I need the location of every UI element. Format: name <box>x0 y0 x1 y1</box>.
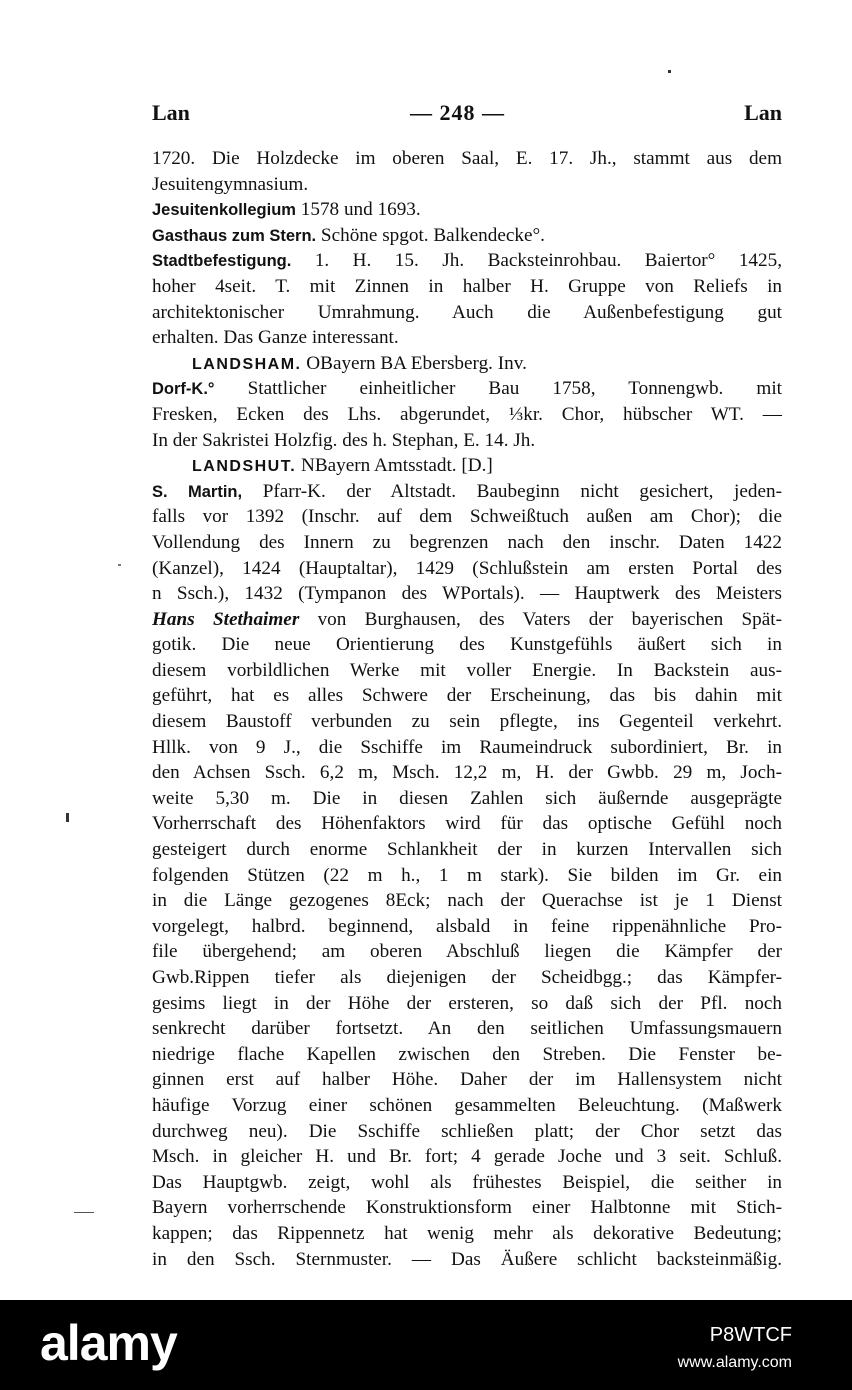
text-line: weite 5,30 m. Die in diesen Zahlen sich äußernde ausgeprägte <box>152 787 782 809</box>
text-line: senkrecht darüber fortsetzt. An den seitlichen Umfassungsmauern <box>152 1018 782 1040</box>
watermark-banner <box>0 1300 852 1390</box>
text-line: geführt, hat es alles Schwere der Erscheinung, das bis dahin mit <box>152 685 782 707</box>
architect-name: Hans Stethaimer <box>152 608 300 630</box>
text-line: in den Ssch. Sternmuster. — Das Äußere schlicht backsteinmäßig. <box>152 1248 782 1270</box>
text-line: Gwb.Rippen tiefer als diejenigen der Scheidbgg.; das Kämpfer- <box>152 967 782 988</box>
text-line: Hllk. von 9 J., die Sschiffe im Raumeindruck subordiniert, Br. in <box>152 736 782 758</box>
text-line: den Achsen Ssch. 6,2 m, Msch. 12,2 m, H. der Gwbb. 29 m, Joch- <box>152 762 782 784</box>
text-line: erhalten. Das Ganze interessant. <box>152 327 399 349</box>
text-line: hoher 4seit. T. mit Zinnen in halber H. Gruppe von Reliefs in <box>152 275 782 297</box>
page-number: — 248 — <box>410 100 505 125</box>
text-line-architect: Hans Stethaimer von Burghausen, des Vaters der bayerischen Spät- <box>152 608 782 630</box>
text-line: Fresken, Ecken des Lhs. abgerundet, ⅓kr. Chor, hübscher WT. — <box>152 403 782 425</box>
entry-heading: Gasthaus zum Stern. <box>152 226 317 245</box>
text-line: n Ssch.), 1432 (Tympanon des WPortals). — Hauptwerk des Meisters <box>152 583 782 605</box>
text-line: in die Länge gezogenes 8Eck; nach der Querachse ist je 1 Dienst <box>152 890 782 912</box>
text-line: Bayern vorherrschende Konstruktionsform einer Halbtonne mit Stich- <box>152 1197 782 1219</box>
text-line: diesem vorbildlichen Werke mit voller Energie. In Backstein aus- <box>152 659 782 681</box>
scan-speck <box>74 1212 94 1213</box>
text-line: folgenden Stützen (22 m h., 1 m stark). Sie bilden im Gr. ein <box>152 864 782 886</box>
entry-jesuitenkollegium: Jesuitenkollegium 1578 und 1693. <box>152 199 421 221</box>
text-line: diesem Baustoff verbunden zu sein pflegte, ins Gegenteil verkehrt. <box>152 711 782 733</box>
entry-dorf-k: Dorf-K.° Stattlicher einheitlicher Bau 1758, Tonnengwb. mit <box>152 378 782 400</box>
entry-stadtbefestigung: Stadtbefestigung. 1. H. 15. Jh. Backsteinrohbau. Baiertor° 1425, <box>152 250 782 272</box>
text-line: Das Hauptgwb. zeigt, wohl als frühestes Beispiel, die seither in <box>152 1171 782 1193</box>
text-line: Jesuitengymnasium. <box>152 173 309 195</box>
entry-heading: S. Martin, <box>152 482 243 501</box>
text-line: häufige Vorzug einer schönen gesammelten Beleuchtung. (Maßwerk <box>152 1094 782 1116</box>
text-line: gotik. Die neue Orientierung des Kunstgefühls äußert sich in <box>152 634 782 656</box>
text-line: ginnen erst auf halber Höhe. Daher der im Hallensystem nicht <box>152 1069 782 1091</box>
text-line: Vollendung des Innern zu begrenzen nach den inschr. Daten 1422 <box>152 531 782 553</box>
text-line: In der Sakristei Holzfig. des h. Stephan, E. 14. Jh. <box>152 429 536 451</box>
text-line: Vorherrschaft des Höhenfaktors wird für das optische Gefühl noch <box>152 813 782 835</box>
watermark-logo: alamy <box>40 1315 177 1371</box>
text-line: architektonischer Umrahmung. Auch die Außenbefestigung gut <box>152 301 782 323</box>
watermark-url: www.alamy.com <box>677 1354 792 1371</box>
text-line: gesteigert durch enorme Schlankheit der in kurzen Intervallen sich <box>152 839 782 861</box>
place-heading: LANDSHUT. <box>192 458 297 476</box>
text-line: vorgelegt, halbrd. beginnend, alsbald in feine rippenähnliche Pro- <box>152 915 782 937</box>
scan-speck <box>66 813 69 822</box>
running-head-right: Lan <box>744 100 782 125</box>
place-landshut: LANDSHUT. NBayern Amtsstadt. [D.] <box>192 455 493 477</box>
text-line: 1720. Die Holzdecke im oberen Saal, E. 17. Jh., stammt aus dem <box>152 148 782 169</box>
entry-gasthaus: Gasthaus zum Stern. Schöne spgot. Balkendecke°. <box>152 224 545 246</box>
text-line: (Kanzel), 1424 (Hauptaltar), 1429 (Schlußstein am ersten Portal des <box>152 557 782 579</box>
scan-speck <box>668 70 671 73</box>
text-line: kappen; das Rippennetz hat wenig mehr als dekorative Bedeutung; <box>152 1222 782 1244</box>
running-head <box>152 100 782 132</box>
watermark-image-id: P8WTCF <box>709 1324 792 1346</box>
place-landsham: LANDSHAM. OBayern BA Ebersberg. Inv. <box>192 352 527 374</box>
entry-s-martin: S. Martin, Pfarr-K. der Altstadt. Baubeginn nicht gesichert, jeden- <box>152 480 782 502</box>
scan-speck <box>118 564 121 566</box>
running-head-left: Lan <box>152 100 190 125</box>
text-line: falls vor 1392 (Inschr. auf dem Schweißtuch außen am Chor); die <box>152 506 782 528</box>
place-heading: LANDSHAM. <box>192 355 302 373</box>
text-line: gesims liegt in der Höhe der ersteren, so daß sich der Pfl. noch <box>152 992 782 1014</box>
text-line: durchweg neu). Die Sschiffe schließen platt; der Chor setzt das <box>152 1120 782 1142</box>
text-line: Msch. in gleicher H. und Br. fort; 4 gerade Joche und 3 seit. Schluß. <box>152 1146 782 1168</box>
body-text <box>152 146 782 1272</box>
text-line: niedrige flache Kapellen zwischen den Streben. Die Fenster be- <box>152 1043 782 1065</box>
text-line: file übergehend; am oberen Abschluß liegen die Kämpfer der <box>152 941 782 963</box>
entry-heading: Jesuitenkollegium <box>152 201 296 220</box>
entry-heading: Dorf-K.° <box>152 380 215 399</box>
entry-heading: Stadtbefestigung. <box>152 252 292 271</box>
